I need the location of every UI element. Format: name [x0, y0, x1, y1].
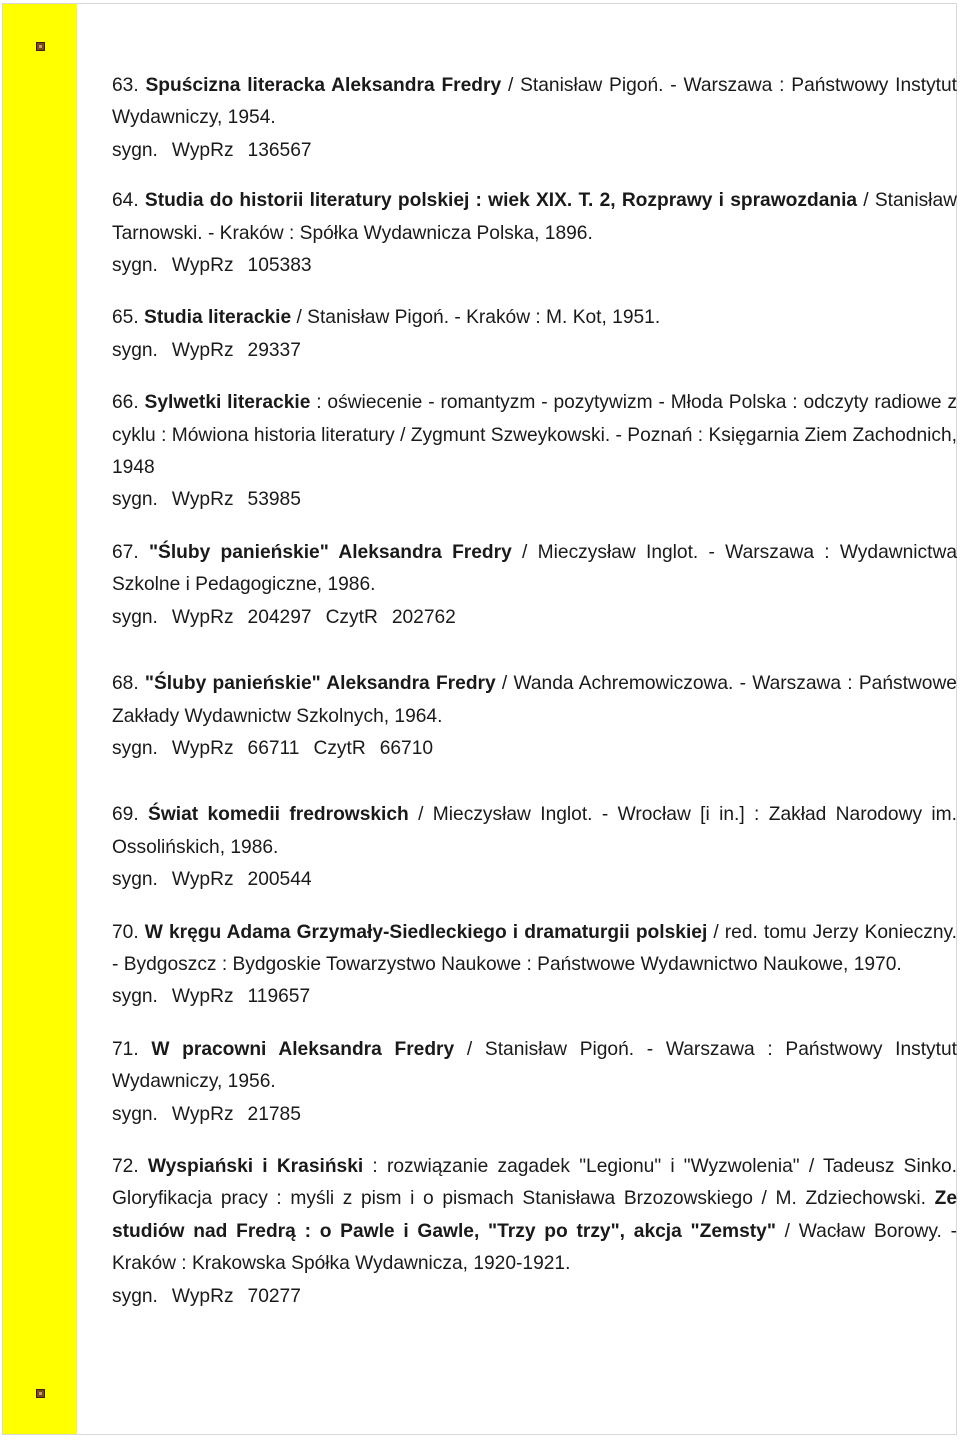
bibliography-entry: [112, 537, 957, 634]
call-number-part: 119657: [247, 986, 311, 1008]
entry-number: 64.: [112, 190, 145, 212]
entry-citation: [112, 1151, 957, 1281]
call-number-part: WypRz: [171, 737, 234, 759]
call-number: [112, 250, 957, 282]
entry-title: Wyspiański i Krasiński: [147, 1155, 364, 1177]
bibliography-entry: [112, 70, 957, 167]
entry-number: 63.: [112, 75, 146, 96]
call-number-part: WypRz: [171, 986, 234, 1008]
square-bullet-icon: [36, 1389, 45, 1398]
entry-details: / Stanisław Pigoń. - Warszawa : Państwowy Instytut Wydawniczy, 1954.: [112, 75, 957, 129]
entry-number: 66.: [112, 392, 145, 414]
call-number-part: sygn.: [112, 489, 158, 511]
entry-title: Ze studiów nad Fredrą : o Pawle i Gawle, "Trzy po trzy", akcja "Zemsty": [112, 1188, 957, 1242]
bibliography-entry: [112, 668, 957, 765]
call-number-part: 202762: [391, 606, 456, 628]
entry-details: / Stanisław Tarnowski. - Kraków : Spółka Wydawnicza Polska, 1896.: [112, 190, 957, 244]
call-number-part: 53985: [247, 489, 301, 511]
entry-number: 65.: [112, 307, 145, 329]
call-number-part: 66711: [247, 737, 300, 759]
entry-details: : rozwiązanie zagadek "Legionu" i "Wyzwolenia" / Tadeusz Sinko. Gloryfikacja pracy : myśli z pism i o pismach Stanisława Brzozowskiego / M. Zdziechowski.: [112, 1155, 957, 1210]
call-number-part: sygn.: [112, 737, 158, 759]
call-number-part: sygn.: [112, 255, 158, 277]
call-number: [112, 602, 957, 634]
call-number-part: 21785: [247, 1103, 301, 1125]
call-number: [112, 733, 957, 765]
entry-details: / Wanda Achremowiczowa. - Warszawa : Państwowe Zakłady Wydawnictw Szkolnych, 1964.: [112, 673, 957, 727]
bibliography-entry: [112, 185, 957, 282]
call-number-part: sygn.: [112, 606, 158, 628]
entry-number: 70.: [112, 921, 145, 943]
bibliography-entry: [112, 387, 957, 517]
call-number: [112, 484, 957, 516]
call-number: [112, 864, 957, 896]
call-number-part: 204297: [247, 606, 312, 628]
bibliography-entry: [112, 1034, 957, 1131]
call-number-part: CzytR: [325, 606, 378, 628]
entry-citation: [112, 1034, 957, 1099]
entry-title: "Śluby panieńskie" Aleksandra Fredry: [144, 673, 496, 695]
yellow-sidebar: [3, 4, 77, 1434]
entry-title: Sylwetki literackie: [144, 392, 311, 414]
call-number-part: WypRz: [171, 139, 234, 161]
call-number-part: WypRz: [171, 1103, 234, 1125]
entry-citation: [112, 799, 957, 864]
entry-citation: [112, 302, 957, 334]
call-number-part: sygn.: [112, 869, 158, 891]
entry-details: / Wacław Borowy. - Kraków : Krakowska Spółka Wydawnicza, 1920-1921.: [112, 1220, 957, 1275]
entry-citation: [112, 387, 957, 484]
entry-number: 72.: [112, 1155, 148, 1177]
entry-details: / Mieczysław Inglot. - Wrocław [i in.] : Zakład Narodowy im. Ossolińskich, 1986.: [112, 804, 957, 858]
call-number: [112, 981, 957, 1013]
call-number-part: WypRz: [171, 339, 234, 361]
entry-number: 71.: [112, 1038, 152, 1060]
call-number-part: WypRz: [171, 869, 234, 891]
call-number-part: sygn.: [112, 986, 158, 1008]
entry-details: / Stanisław Pigoń. - Kraków : M. Kot, 1951.: [291, 307, 661, 329]
entry-number: 67.: [112, 541, 149, 563]
entry-citation: [112, 917, 957, 982]
entry-details: / Stanisław Pigoń. - Warszawa : Państwowy Instytut Wydawniczy, 1956.: [112, 1038, 957, 1093]
bibliography-entry: [112, 917, 957, 1014]
entry-title: Świat komedii fredrowskich: [148, 804, 409, 826]
bibliography-entry: [112, 1151, 957, 1313]
entry-title: Studia do historii literatury polskiej : wiek XIX. T. 2, Rozprawy i sprawozdania: [144, 190, 858, 212]
entry-details: : oświecenie - romantyzm - pozytywizm - Młoda Polska : odczyty radiowe z cyklu : Mówiona historia literatury / Zygmunt Szweykowski. - Poznań : Księgarnia Ziem Zachodnich, 1948: [112, 392, 957, 479]
call-number: [112, 135, 957, 167]
call-number-part: WypRz: [171, 489, 234, 511]
call-number-part: sygn.: [112, 339, 158, 361]
entry-number: 69.: [112, 804, 149, 826]
entry-title: W kręgu Adama Grzymały-Siedleckiego i dramaturgii polskiej: [144, 921, 708, 943]
entry-title: "Śluby panieńskie" Aleksandra Fredry: [148, 541, 512, 563]
call-number-part: 70277: [247, 1285, 301, 1307]
entry-title: W pracowni Aleksandra Fredry: [151, 1038, 455, 1060]
call-number-part: WypRz: [171, 255, 234, 277]
entry-citation: [112, 185, 957, 250]
call-number: [112, 1099, 957, 1131]
entry-details: / red. tomu Jerzy Konieczny. - Bydgoszcz : Bydgoskie Towarzystwo Naukowe : Państwowe Wydawnictwo Naukowe, 1970.: [112, 921, 957, 975]
entry-title: Spuścizna literacka Aleksandra Fredry: [145, 75, 502, 96]
entry-title: Studia literackie: [144, 307, 292, 329]
bibliography-list: [112, 70, 957, 1313]
bibliography-entry: [112, 799, 957, 896]
call-number-part: sygn.: [112, 1285, 158, 1307]
entry-citation: [112, 668, 957, 733]
call-number-part: CzytR: [313, 737, 366, 759]
entry-citation: [112, 537, 957, 602]
call-number-part: sygn.: [112, 1103, 158, 1125]
call-number: [112, 335, 957, 367]
call-number-part: 200544: [247, 869, 312, 891]
call-number: [112, 1281, 957, 1313]
call-number-part: 29337: [247, 339, 301, 361]
entry-details: / Mieczysław Inglot. - Warszawa : Wydawnictwa Szkolne i Pedagogiczne, 1986.: [112, 541, 957, 596]
call-number-part: 66710: [379, 737, 434, 759]
call-number-part: WypRz: [171, 606, 234, 628]
square-bullet-icon: [36, 42, 45, 51]
entry-number: 68.: [112, 673, 145, 695]
call-number-part: sygn.: [112, 139, 158, 161]
call-number-part: WypRz: [171, 1285, 234, 1307]
entry-citation: [112, 70, 957, 135]
call-number-part: 105383: [247, 255, 312, 277]
call-number-part: 136567: [247, 139, 312, 161]
bibliography-entry: [112, 302, 957, 367]
